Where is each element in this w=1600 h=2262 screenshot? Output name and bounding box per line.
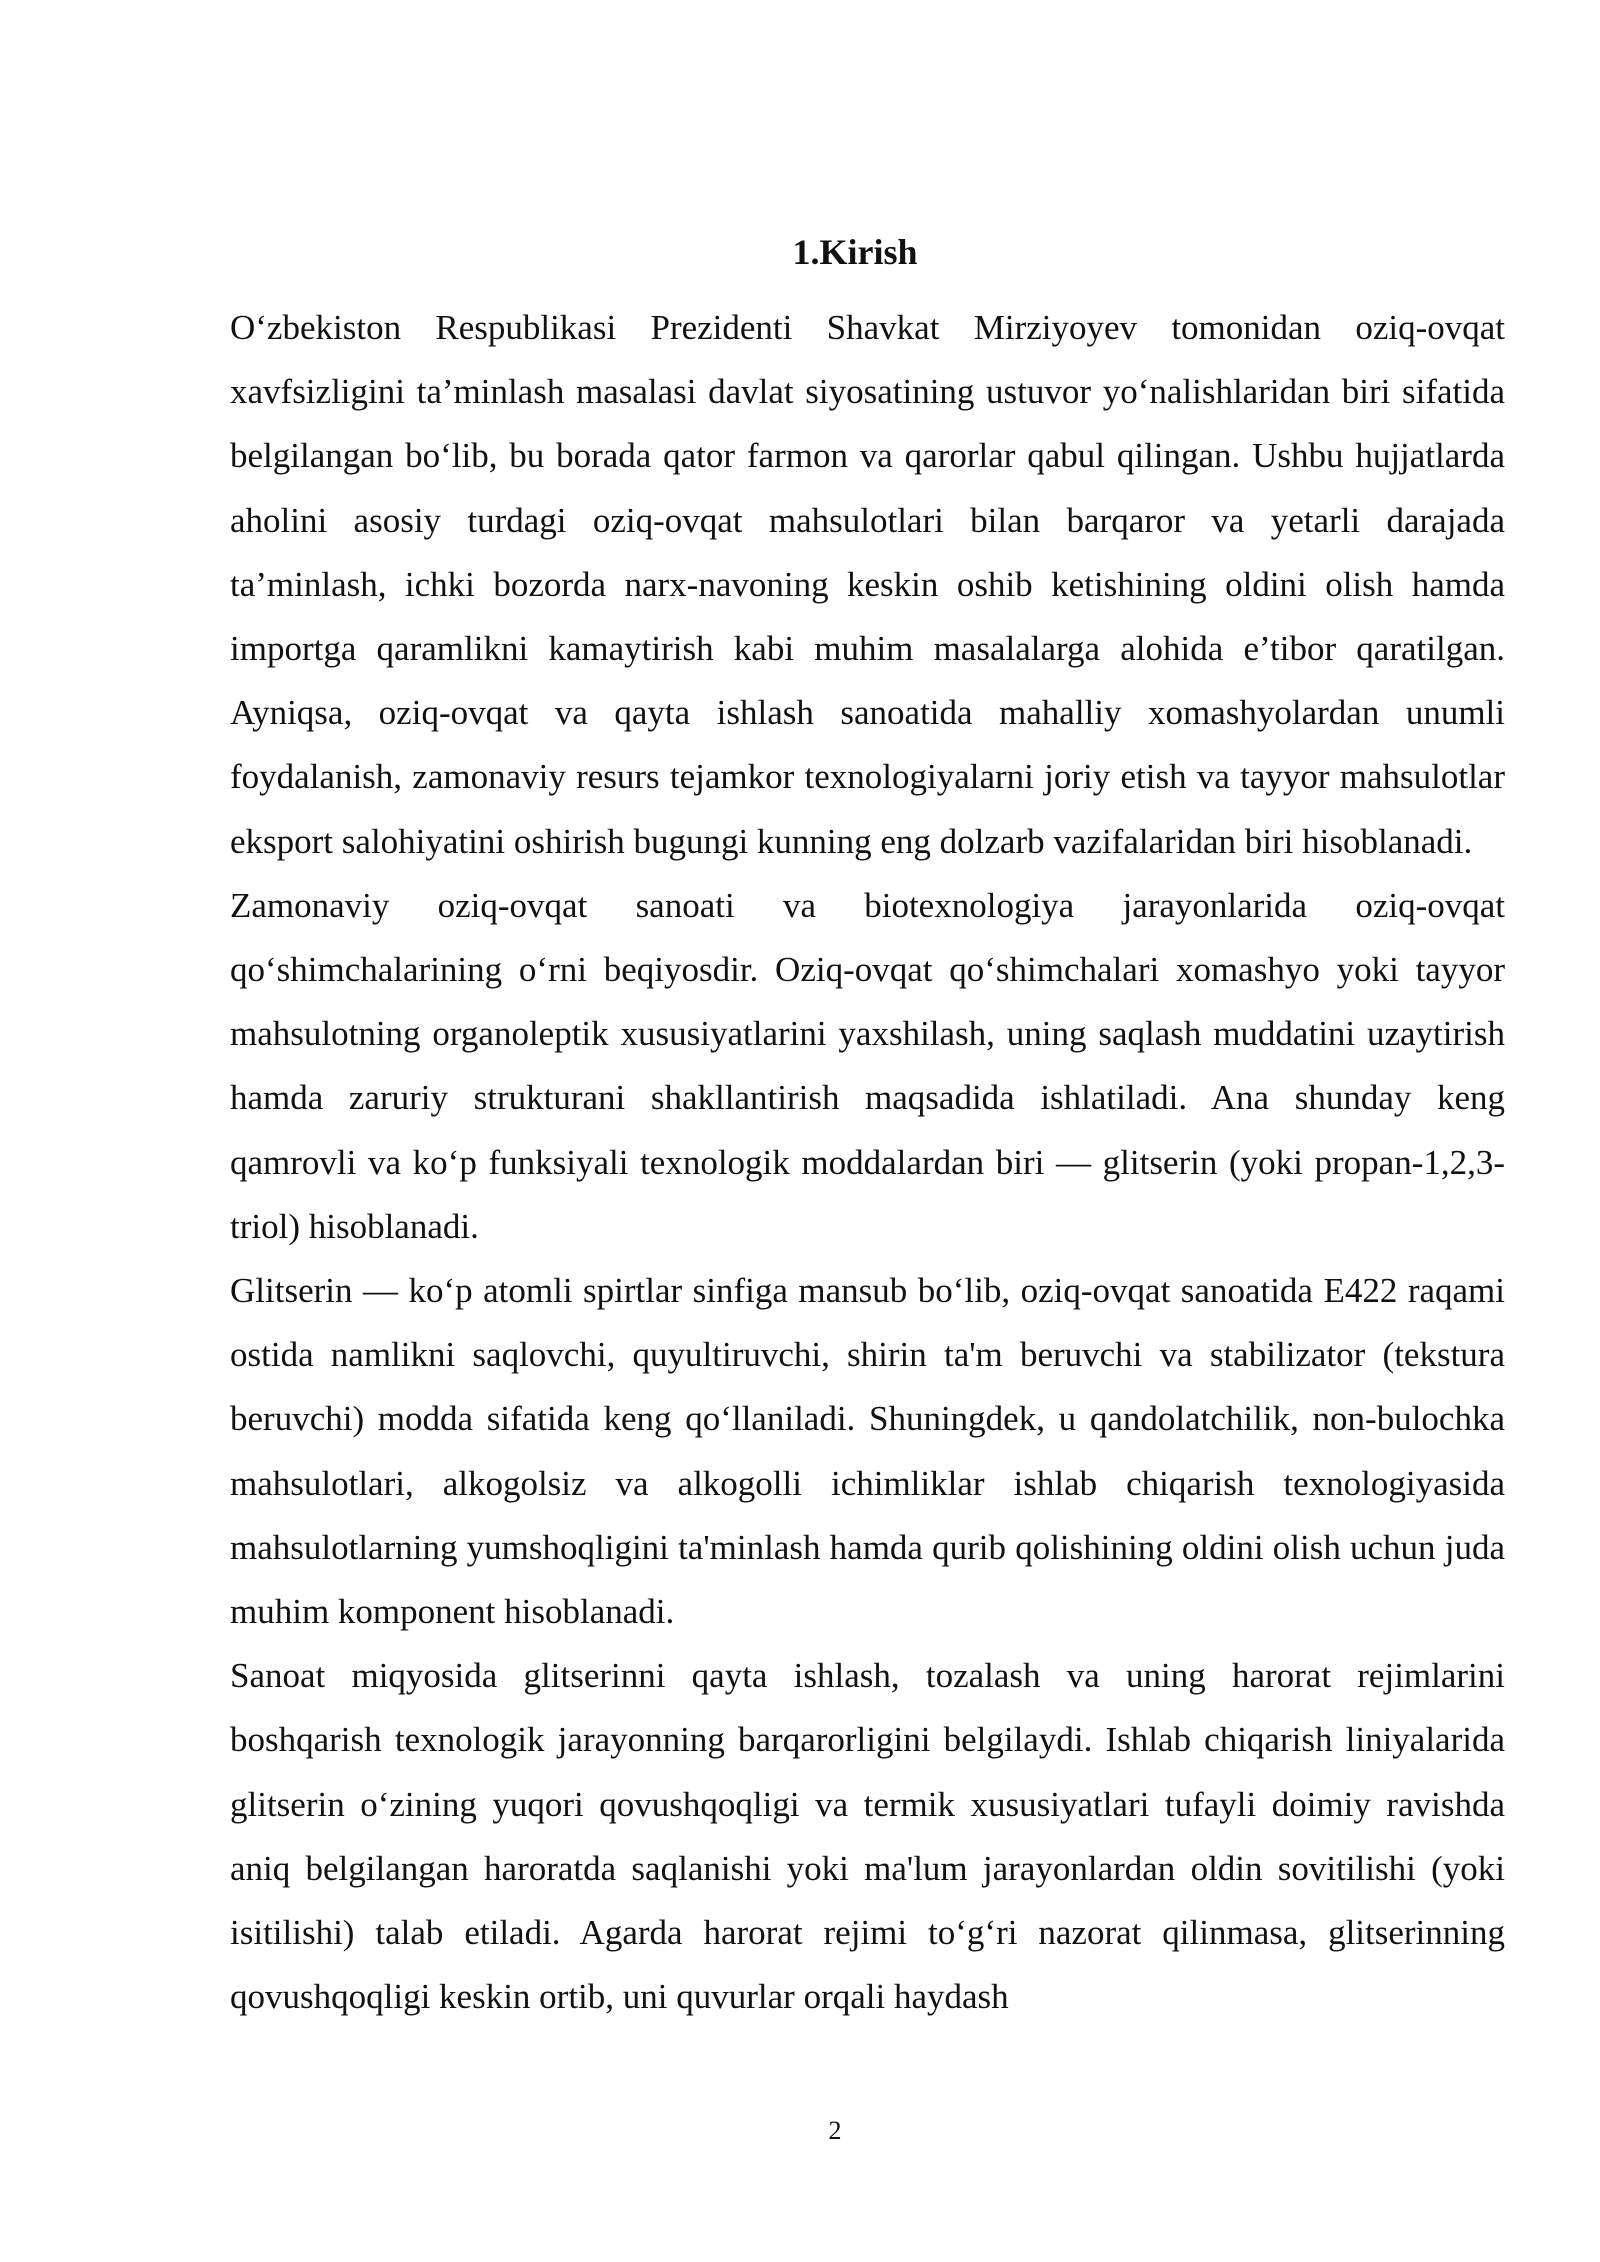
paragraph-1: O‘zbekiston Respublikasi Prezidenti Shavkat Mirziyoyev tomonidan oziq-ovqat xavfsizligini ta’minlash masalasi davlat siyosatining ustuvor yo‘nalishlaridan biri sifatida belgilangan bo‘lib, bu borada qator farmon va qarorlar qabul qilingan. Ushbu hujjatlarda aholini asosiy turdagi oziq-ovqat mahsulotlari bilan barqaror va yetarli darajada ta’minlash, ichki bozorda narx-navoning keskin oshib ketishining oldini olish hamda importga qaramlikni kamaytirish kabi muhim masalalarga alohida e’tibor qaratilgan. Ayniqsa, oziq-ovqat va qayta ishlash sanoatida mahalliy xomashyolardan unumli foydalanish, zamonaviy resurs tejamkor texnologiyalarni joriy etish va tayyor mahsulotlar eksport salohiyatini oshirish bugungi kunning eng dolzarb vazifalaridan biri hisoblanadi. — [230, 308, 1505, 861]
paragraph-4: Sanoat miqyosida glitserinni qayta ishlash, tozalash va uning harorat rejimlarini boshqarish texnologik jarayonning barqarorligini belgilaydi. Ishlab chiqarish liniyalarida glitserin o‘zining yuqori qovushqoqligi va termik xususiyatlari tufayli doimiy ravishda aniq belgilangan haroratda saqlanishi yoki ma'lum jarayonlardan oldin sovitilishi (yoki isitilishi) talab etiladi. Agarda harorat rejimi to‘g‘ri nazorat qilinmasa, glitserinning qovushqoqligi keskin ortib, uni quvurlar orqali haydash — [230, 1656, 1505, 2017]
page-number: 2 — [828, 2116, 842, 2145]
paragraph-2: Zamonaviy oziq-ovqat sanoati va biotexnologiya jarayonlarida oziq-ovqat qo‘shimchalarining o‘rni beqiyosdir. Oziq-ovqat qo‘shimchalari xomashyo yoki tayyor mahsulotning organoleptik xususiyatlarini yaxshilash, uning saqlash muddatini uzaytirish hamda zaruriy strukturani shakllantirish maqsadida ishlatiladi. Ana shunday keng qamrovli va ko‘p funksiyali texnologik moddalardan biri — glitserin (yoki propan-1,2,3-triol) hisoblanadi. — [230, 885, 1505, 1246]
body-text — [230, 296, 1505, 2029]
section-heading: 1.Kirish — [792, 232, 918, 272]
paragraph-3: Glitserin — ko‘p atomli spirtlar sinfiga mansub bo‘lib, oziq-ovqat sanoatida E422 raqami ostida namlikni saqlovchi, quyultiruvchi, shirin ta'm beruvchi va stabilizator (tekstura beruvchi) modda sifatida keng qo‘llaniladi. Shuningdek, u qandolatchilik, non-bulochka mahsulotlari, alkogolsiz va alkogolli ichimliklar ishlab chiqarish texnologiyasida mahsulotlarning yumshoqligini ta'minlash hamda qurib qolishining oldini olish uchun juda muhim komponent hisoblanadi. — [230, 1271, 1505, 1632]
